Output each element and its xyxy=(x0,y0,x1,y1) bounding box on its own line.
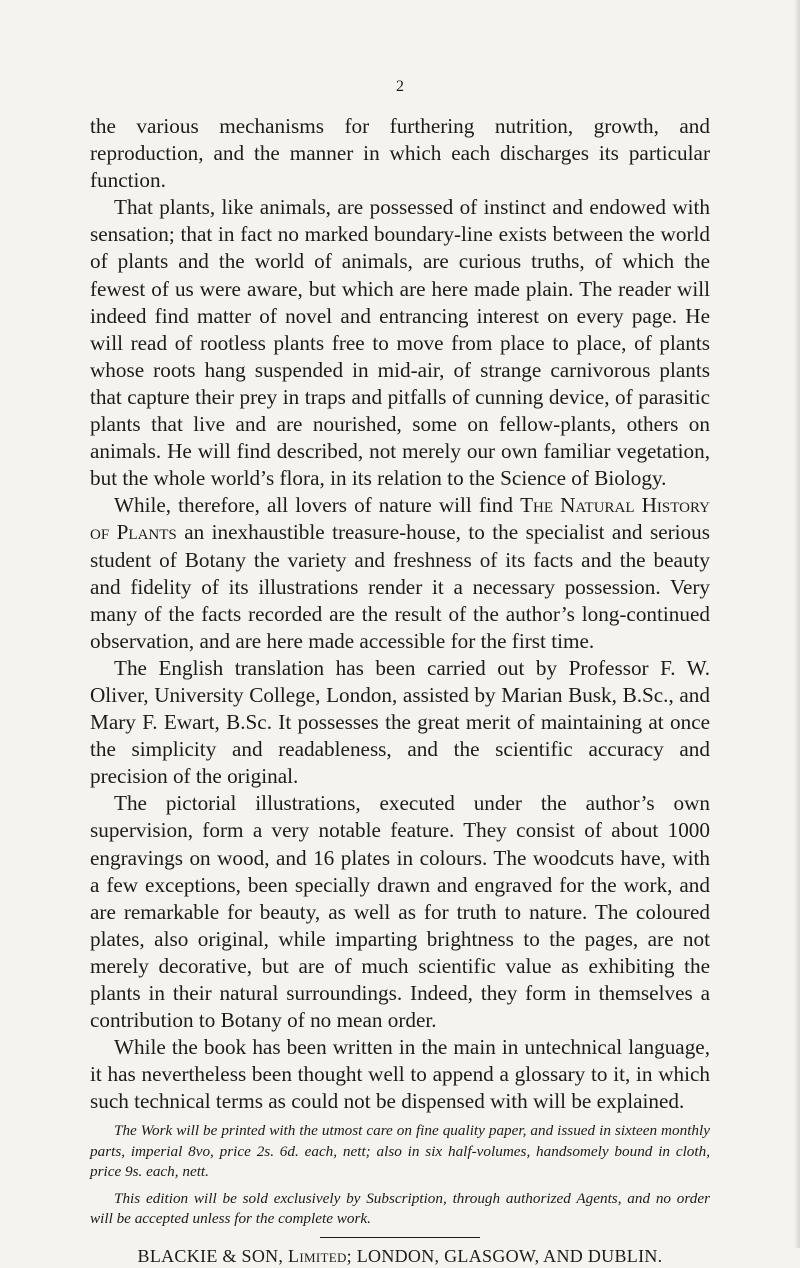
page-number: 2 xyxy=(396,78,404,95)
paragraph-continuation: the various mechanisms for furthering nutrition, growth, and reproduction, and the manner in which each discharges its particular function. xyxy=(90,114,710,193)
paragraph-glossary: While the book has been written in the main in untechnical language, it has nevertheless been thought well to append a glossary to it, in which such technical terms as could not be dispensed with will be explained. xyxy=(90,1035,710,1114)
paragraph-treasure-house xyxy=(90,492,710,655)
paragraph-text: While, therefore, all lovers of nature will find xyxy=(114,493,521,518)
paragraph-translation: The English translation has been carried out by Professor F. W. Oliver, University College, London, assisted by Marian Busk, B.Sc., and Mary F. Ewart, B.Sc. It possesses the great merit of maintaining at once the simplicity and readableness, and the scientific accuracy and precision of the original. xyxy=(90,655,710,789)
page-edge-shadow xyxy=(794,0,800,1248)
book-title: The Natural History of Plants xyxy=(90,493,710,545)
body-text xyxy=(90,113,710,1268)
notice-printing: The Work will be printed with the utmost care on fine quality paper, and issued in sixteen monthly parts, imperial 8vo, price 2s. 6d. each, nett; also in six half-volumes, handsomely bound in cloth, price 9s. each, nett. xyxy=(90,1122,710,1181)
divider-rule xyxy=(320,1237,480,1238)
paragraph-illustrations: The pictorial illustrations, executed under the author’s own supervision, form a very notable feature. They consist of about 1000 engravings on wood, and 16 plates in colours. The woodcuts have, with a few exceptions, been specially drawn and engraved for the work, and are remarkable for beauty, as well as for truth to nature. The coloured plates, also original, while imparting brightness to the pages, are not merely decorative, but are of much scientific value as exhibiting the plants in their natural surroundings. Indeed, they form in themselves a contribution to Botany of no mean order. xyxy=(90,791,710,1033)
paragraph-text: an inexhaustible treasure-house, to the specialist and serious student of Botany the variety and freshness of its facts and the beauty and fidelity of its illustrations render it a necessary possession. Very many of the facts recorded are the result of the author’s long-continued observation, and are here made accessible for the first time. xyxy=(90,520,710,653)
publisher-limited: Limited xyxy=(288,1245,347,1266)
publisher-locations: ; LONDON, GLASGOW, AND DUBLIN. xyxy=(346,1245,663,1266)
publisher-name: BLACKIE & SON, xyxy=(137,1245,284,1266)
notice-subscription: This edition will be sold exclusively by Subscription, through authorized Agents, and no order will be accepted unless for the complete work. xyxy=(90,1189,710,1228)
paragraph-instinct: That plants, like animals, are possessed of instinct and endowed with sensation; that in fact no marked boundary-line exists between the world of plants and the world of animals, are curious truths, of which the fewest of us were aware, but which are here made plain. The reader will indeed find matter of novel and entrancing interest on every page. He will read of rootless plants free to move from place to place, of plants whose roots hang suspended in mid-air, of strange carnivorous plants that capture their prey in traps and pitfalls of cunning device, of parasitic plants that live and are nourished, some on fellow-plants, others on animals. He will find described, not merely our own familiar vegetation, but the whole world’s flora, in its relation to the Science of Biology. xyxy=(90,195,710,491)
